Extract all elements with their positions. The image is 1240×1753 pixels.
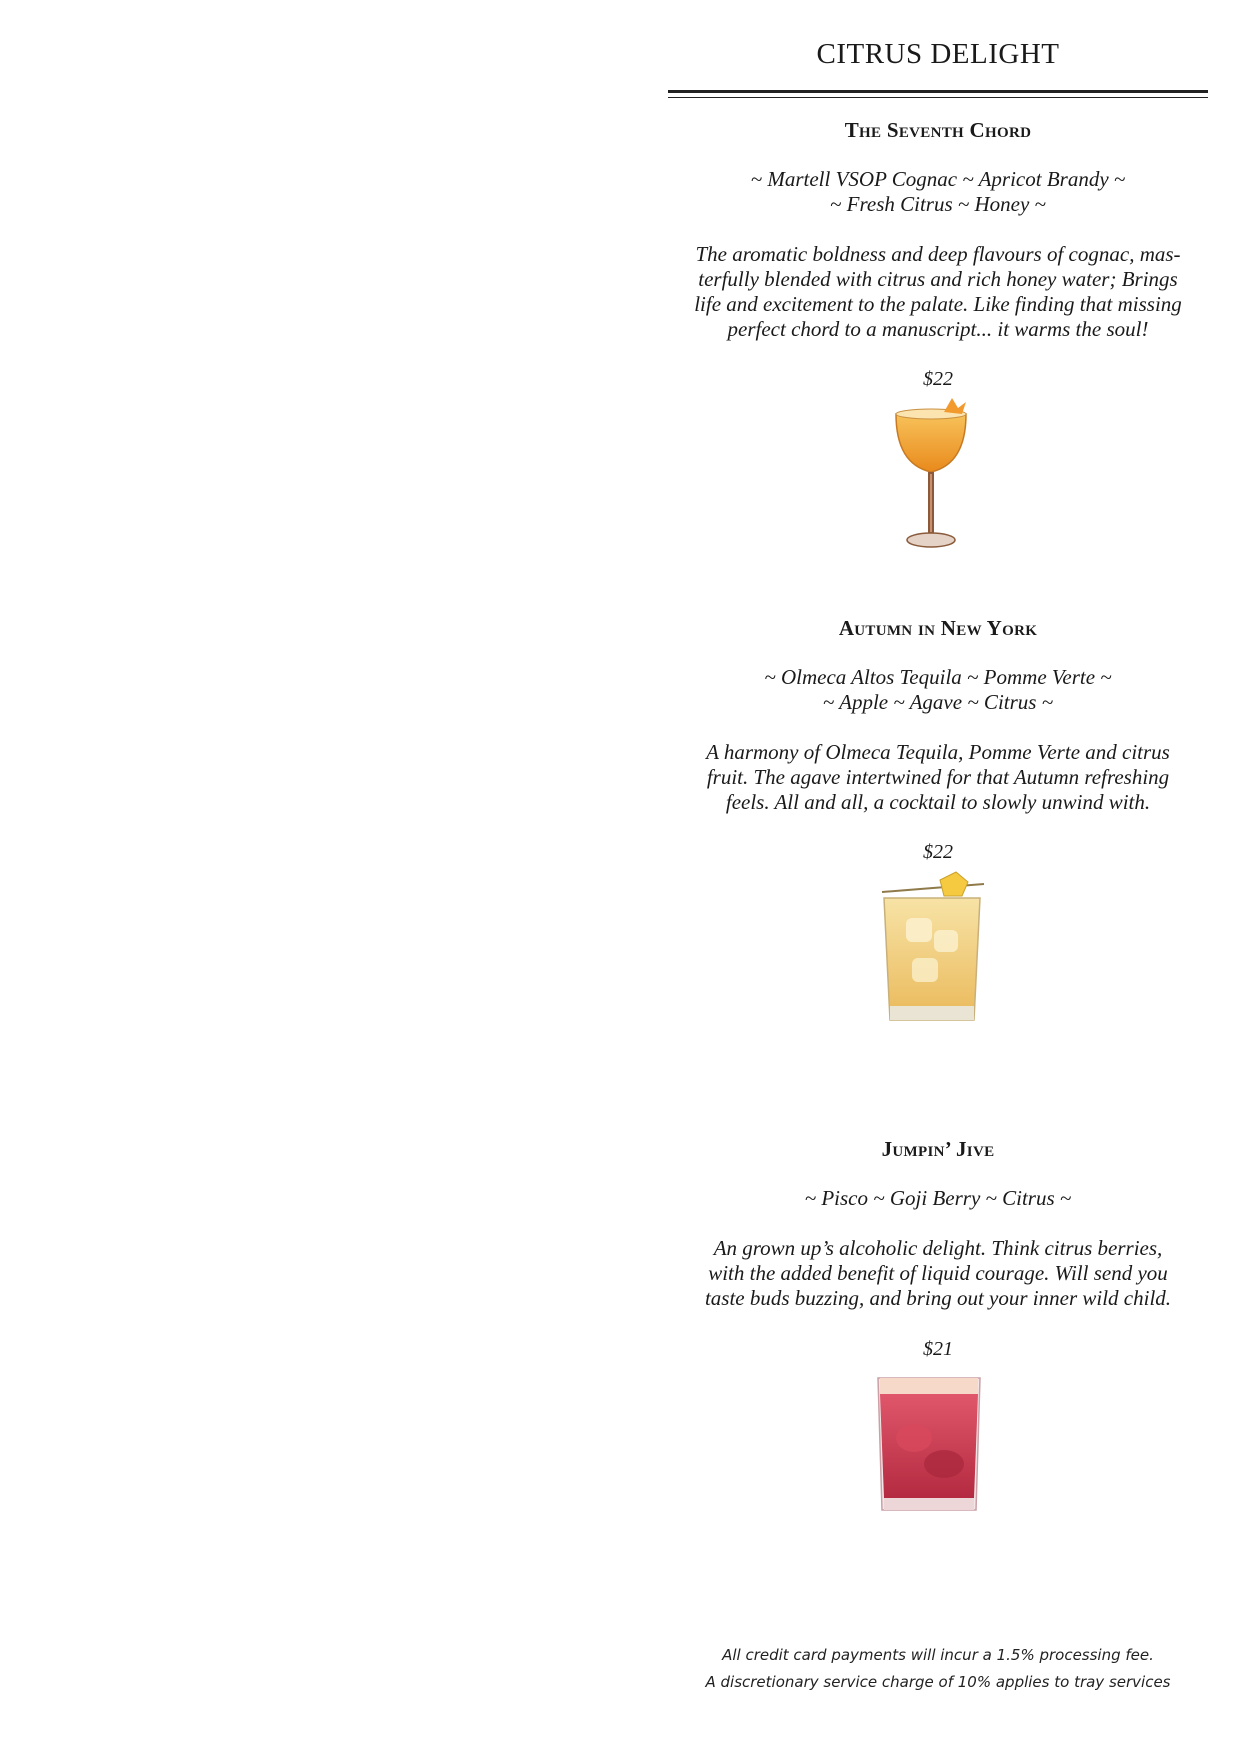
description-line: perfect chord to a manuscript... it warms the soul! [727,317,1149,341]
description-line: A harmony of Olmeca Tequila, Pomme Verte and citrus [706,740,1170,764]
footer-service-charge: A discretionary service charge of 10% applies to tray services [705,1673,1171,1691]
description-line: An grown up’s alcoholic delight. Think citrus berries, [713,1236,1163,1260]
description-line: fruit. The agave intertwined for that Autumn refreshing [706,765,1170,789]
footer-credit-card-fee: All credit card payments will incur a 1.5% processing fee. [722,1646,1154,1664]
title-divider-thin [668,97,1208,98]
drink-name-jumpin-jive: Jumpin’ Jive [881,1137,995,1161]
drink-name-seventh-chord: The Seventh Chord [844,118,1032,142]
description-line: terfully blended with citrus and rich honey water; Brings [698,267,1178,291]
ingredients-line: ~ Apple ~ Agave ~ Citrus ~ [822,690,1054,714]
red-berry-cocktail-glass-icon [874,1368,984,1518]
ingredients-line: ~ Pisco ~ Goji Berry ~ Citrus ~ [804,1186,1072,1210]
rocks-glass-with-ice-icon [876,870,988,1030]
drink-price: $22 [923,841,953,863]
drink-ingredients [668,1186,1208,1211]
drink-description [668,1236,1208,1311]
ingredients-line: ~ Martell VSOP Cognac ~ Apricot Brandy ~ [750,167,1126,191]
drink-description [668,740,1208,815]
drink-price: $21 [923,1338,953,1360]
description-line: with the added benefit of liquid courage. Will send you [708,1261,1168,1285]
description-line: taste buds buzzing, and bring out your inner wild child. [704,1286,1172,1310]
description-line: life and excitement to the palate. Like finding that missing [694,292,1182,316]
drink-ingredients [668,665,1208,715]
page-title: CITRUS DELIGHT [816,38,1060,70]
ingredients-line: ~ Olmeca Altos Tequila ~ Pomme Verte ~ [764,665,1112,689]
drink-price: $22 [923,368,953,390]
drink-name-autumn-in-new-york: Autumn in New York [838,616,1038,640]
ingredients-line: ~ Fresh Citrus ~ Honey ~ [830,192,1046,216]
drink-ingredients [668,167,1208,217]
coupe-cocktail-glass-icon [886,394,976,554]
description-line: feels. All and all, a cocktail to slowly unwind with. [725,790,1151,814]
drink-description [668,242,1208,342]
title-divider-thick [668,90,1208,93]
description-line: The aromatic boldness and deep flavours of cognac, mas- [695,242,1181,266]
